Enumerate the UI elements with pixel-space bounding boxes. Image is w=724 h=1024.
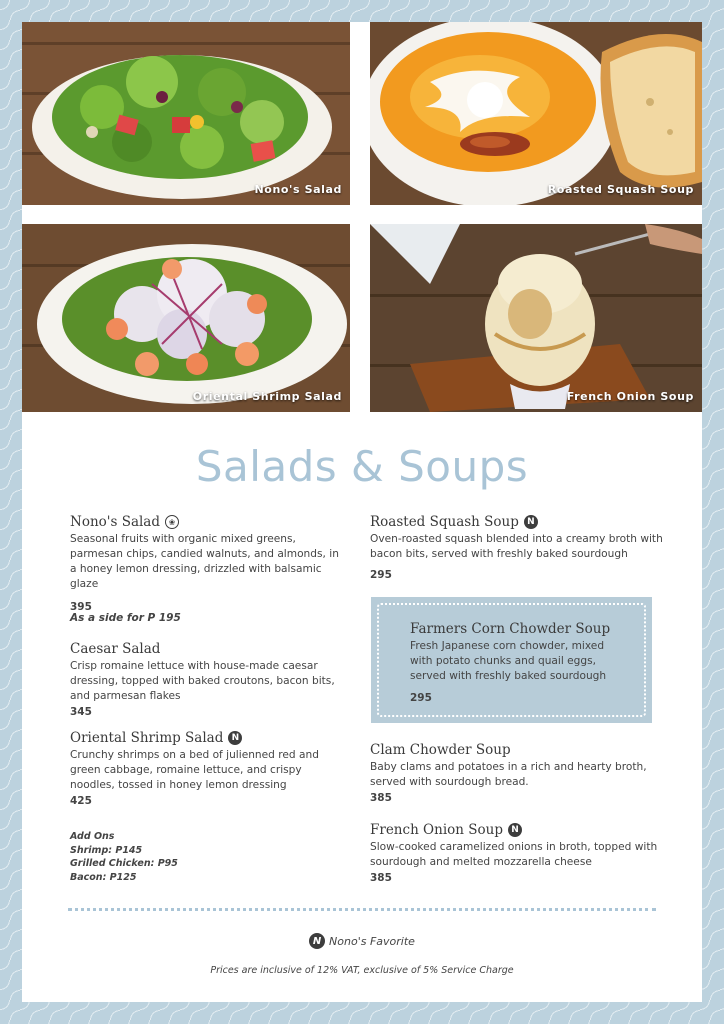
item-description: Seasonal fruits with organic mixed greens, parmesan chips, candied walnuts, and almonds, in a honey lemon dressing, drizzled with balsamic glaze [70, 533, 339, 590]
add-on-item: Grilled Chicken: P95 [70, 858, 178, 869]
item-name: French Onion Soup N [370, 822, 670, 838]
nonos-favorite-icon: N [508, 823, 522, 837]
photo-label: Nono's Salad [254, 183, 342, 196]
item-price: 385 [370, 872, 392, 884]
item-name: Caesar Salad [70, 641, 161, 657]
item-name: Nono's Salad ❀ [70, 514, 340, 530]
item-price: 295 [370, 569, 392, 581]
featured-item [377, 603, 646, 717]
pricing-footnote: Prices are inclusive of 12% VAT, exclusive of 5% Service Charge [210, 965, 514, 976]
nonos-favorite-icon: N [309, 933, 325, 949]
featured-item-box [371, 597, 652, 723]
shrimp-salad-image [22, 224, 350, 412]
item-price: 295 [410, 692, 432, 704]
item-price: 425 [70, 795, 92, 807]
photo-roasted-squash-soup [370, 22, 702, 205]
item-description: Baby clams and potatoes in a rich and hearty broth, served with sourdough bread. [370, 761, 647, 788]
menu-page [22, 22, 702, 1002]
item-name: Clam Chowder Soup [370, 742, 511, 758]
menu-item-french-onion-soup [370, 822, 670, 884]
menu-item-caesar-salad [70, 641, 340, 718]
item-description: Oven-roasted squash blended into a creamy broth with bacon bits, served with freshly baked sourdough [370, 533, 663, 560]
photo-label: Oriental Shrimp Salad [192, 390, 342, 403]
item-price: 385 [370, 792, 392, 804]
menu-item-nonos-salad [70, 514, 340, 613]
onion-soup-image [370, 224, 702, 412]
item-description: Crisp romaine lettuce with house-made caesar dressing, topped with baked croutons, bacon bits, and parmesan flakes [70, 660, 335, 702]
item-description: Fresh Japanese corn chowder, mixed with potato chunks and quail eggs, served with freshly baked sourdough [410, 640, 607, 682]
item-price: 345 [70, 706, 92, 718]
item-name: Oriental Shrimp Salad N [70, 730, 340, 746]
add-ons-heading: Add Ons [70, 831, 115, 842]
menu-item-clam-chowder-soup [370, 742, 670, 804]
photo-label: Roasted Squash Soup [547, 183, 694, 196]
photo-nonos-salad [22, 22, 350, 205]
add-on-item: Shrimp: P145 [70, 844, 143, 856]
add-ons [70, 830, 178, 884]
item-price: 395 [70, 601, 92, 613]
item-name: Roasted Squash Soup N [370, 514, 670, 530]
vegetarian-leaf-icon: ❀ [165, 515, 179, 529]
salad-image [22, 22, 350, 205]
menu-item-oriental-shrimp-salad [70, 730, 340, 807]
add-on-item: Bacon: P125 [70, 871, 137, 883]
photo-french-onion-soup [370, 224, 702, 412]
photo-label: French Onion Soup [566, 390, 694, 403]
squash-soup-image [370, 22, 702, 205]
side-note: As a side for P 195 [70, 612, 181, 624]
photo-oriental-shrimp-salad [22, 224, 350, 412]
item-name: Farmers Corn Chowder Soup [410, 621, 611, 637]
page-title: Salads & Soups [195, 442, 529, 491]
nonos-favorite-icon: N [228, 731, 242, 745]
legend [22, 933, 702, 949]
nonos-favorite-icon: N [524, 515, 538, 529]
menu-item-roasted-squash-soup [370, 514, 670, 581]
divider [68, 908, 656, 911]
item-description: Crunchy shrimps on a bed of julienned red and green cabbage, romaine lettuce, and crispy noodles, tossed in honey lemon dressing [70, 749, 319, 791]
item-description: Slow-cooked caramelized onions in broth, topped with sourdough and melted mozzarella cheese [370, 841, 658, 868]
legend-text: Nono's Favorite [329, 934, 415, 948]
